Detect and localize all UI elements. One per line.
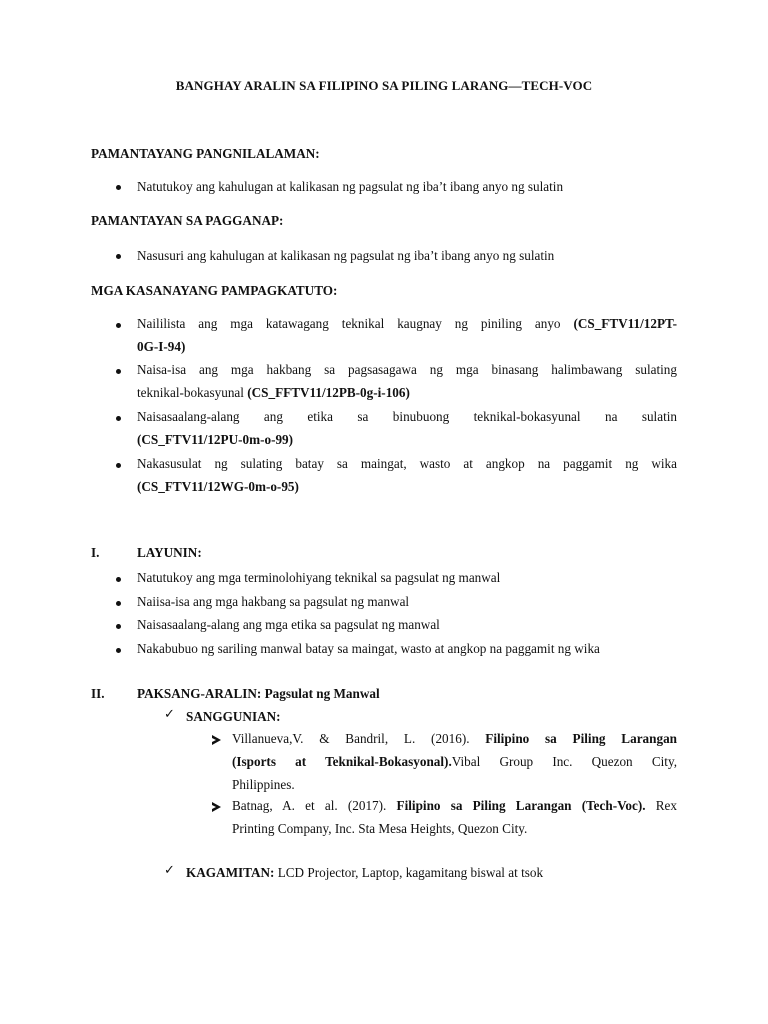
competency-line: teknikal-bokasyunal (CS_FFTV11/12PB-0g-i-106) (137, 385, 410, 400)
reference-line: Philippines. (232, 777, 295, 792)
list-item: Naisasaalang-alang ang mga etika sa pagsulat ng manwal (137, 617, 440, 632)
list-item: Nakabubuo ng sariling manwal batay sa maingat, wasto at angkop na paggamit ng wika (137, 641, 600, 656)
layunin-heading: LAYUNIN: (137, 545, 202, 560)
bullet-icon (116, 369, 121, 374)
reference-line: Villanueva,V. & Bandril, L. (2016). Filipino sa Piling Larangan (232, 731, 677, 746)
list-item: Natutukoy ang mga terminolohiyang teknikal sa pagsulat ng manwal (137, 570, 501, 585)
bullet-icon (116, 601, 121, 606)
paksang-aralin-heading: PAKSANG-ARALIN: Pagsulat ng Manwal (137, 686, 380, 701)
pamantayang-pangnilalaman-heading: PAMANTAYANG PANGNILALAMAN: (91, 146, 320, 161)
competency-line: Nakasusulat ng sulating batay sa maingat, wasto at angkop na paggamit ng wika (137, 456, 677, 471)
reference-line: Batnag, A. et al. (2017). Filipino sa Piling Larangan (Tech-Voc). Rex (232, 798, 678, 813)
bullet-icon (116, 416, 121, 421)
bullet-icon (116, 254, 121, 259)
bullet-icon (116, 624, 121, 629)
kasanayang-pampagkatuto-heading: MGA KASANAYANG PAMPAGKATUTO: (91, 283, 338, 298)
list-item: Naiisa-isa ang mga hakbang sa pagsulat ng manwal (137, 594, 410, 609)
competency-line: 0G-I-94) (137, 339, 186, 354)
document-title: BANGHAY ARALIN SA FILIPINO SA PILING LARANG—TECH-VOC (175, 78, 593, 93)
arrow-bullet-icon (212, 802, 221, 812)
reference-line: Printing Company, Inc. Sta Mesa Heights, Quezon City. (232, 821, 528, 836)
competency-line: Naililista ang mga katawagang teknikal kaugnay ng piniling anyo (CS_FTV11/12PT- (137, 316, 678, 331)
list-item: Nasusuri ang kahulugan at kalikasan ng pagsulat ng iba’t ibang anyo ng sulatin (137, 248, 555, 263)
reference-line: (Isports at Teknikal-Bokasyonal).Vibal Group Inc. Quezon City, (232, 754, 677, 769)
list-item: Natutukoy ang kahulugan at kalikasan ng pagsulat ng iba’t ibang anyo ng sulatin (137, 179, 564, 194)
bullet-icon (116, 323, 121, 328)
layunin-numeral: I. (91, 545, 100, 560)
competency-line: (CS_FTV11/12WG-0m-o-95) (137, 479, 299, 494)
bullet-icon (116, 648, 121, 653)
checkmark-icon: ✓ (164, 863, 175, 878)
competency-line: Naisa-isa ang mga hakbang sa pagsasagawa ng mga binasang halimbawang sulating (137, 362, 677, 377)
bullet-icon (116, 463, 121, 468)
pamantayan-sa-pagganap-heading: PAMANTAYAN SA PAGGANAP: (91, 213, 284, 228)
kagamitan-line: KAGAMITAN: LCD Projector, Laptop, kagamitang biswal at tsok (186, 865, 544, 880)
arrow-bullet-icon (212, 735, 221, 745)
bullet-icon (116, 185, 121, 190)
bullet-icon (116, 577, 121, 582)
competency-line: (CS_FTV11/12PU-0m-o-99) (137, 432, 294, 447)
checkmark-icon: ✓ (164, 707, 175, 722)
competency-line: Naisasaalang-alang ang etika sa binubuong teknikal-bokasyunal na sulatin (137, 409, 677, 424)
sanggunian-label: SANGGUNIAN: (186, 709, 281, 724)
paksang-aralin-numeral: II. (91, 686, 105, 701)
